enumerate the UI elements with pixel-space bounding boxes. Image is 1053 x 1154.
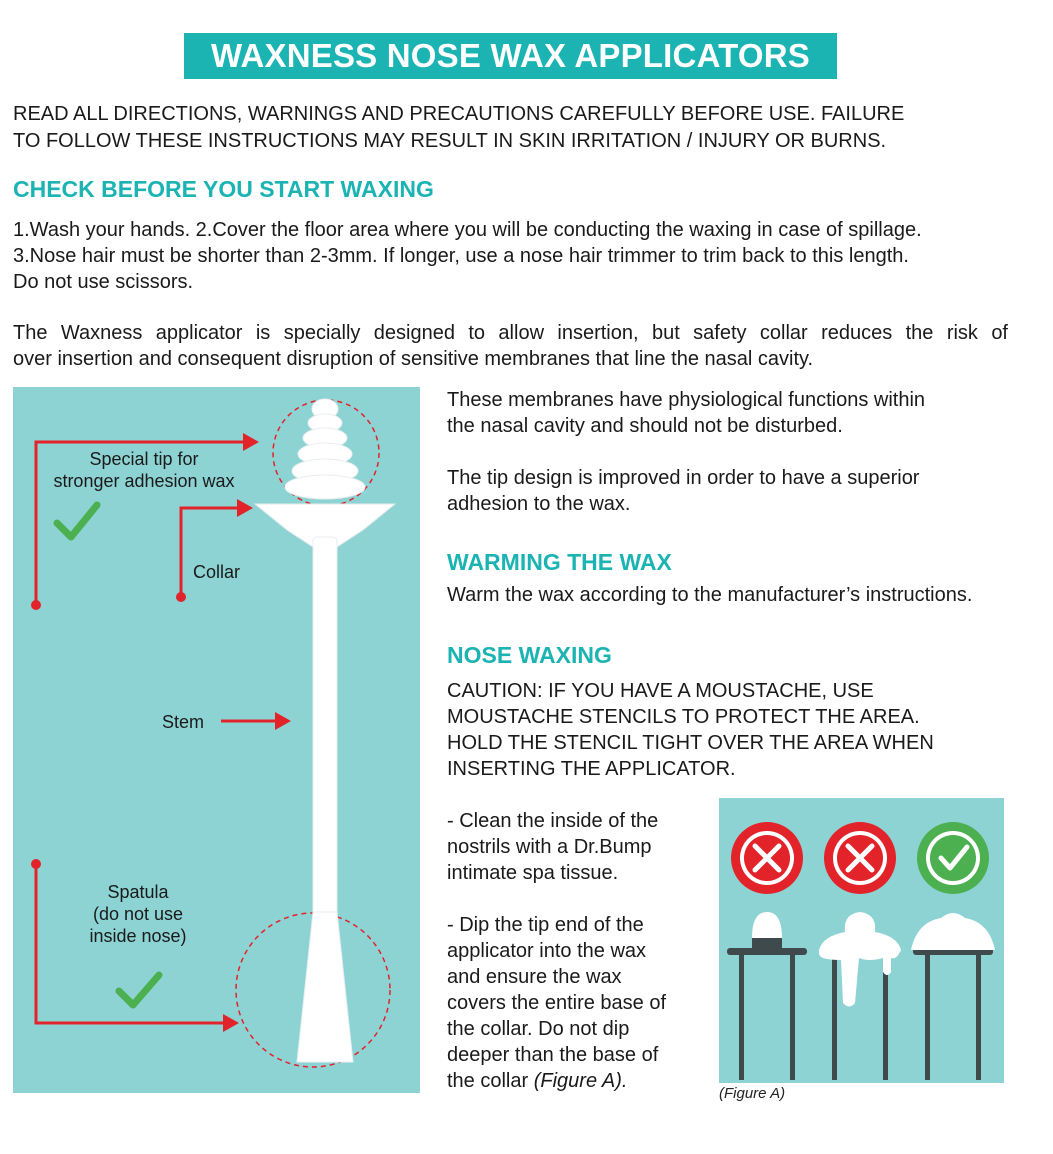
- description-line: The Waxness applicator is specially designed to allow insertion, but safety collar reduces the risk of: [13, 322, 1008, 344]
- page-title: WAXNESS NOSE WAX APPLICATORS: [184, 33, 837, 79]
- wrong-icon: [731, 822, 803, 894]
- figure-a: [719, 798, 1004, 1083]
- wrong-icon: [824, 822, 896, 894]
- check-step-line: 3.Nose hair must be shorter than 2-3mm. If longer, use a nose hair trimmer to trim back to this length.: [13, 245, 909, 267]
- description-line: over insertion and consequent disruption of sensitive membranes that line the nasal cavity.: [13, 348, 814, 370]
- warming-text: Warm the wax according to the manufacturer’s instructions.: [447, 584, 973, 606]
- applicator-description: [13, 320, 1008, 372]
- collar-arrow-line: [181, 508, 241, 597]
- check-step-line: 1.Wash your hands. 2.Cover the floor area where you will be conducting the waxing in case of spillage.: [13, 219, 922, 241]
- applicator-spatula: [297, 912, 353, 1062]
- warning-line: TO FOLLOW THESE INSTRUCTIONS MAY RESULT IN SKIN IRRITATION / INJURY OR BURNS.: [13, 130, 887, 152]
- check-icon: [119, 975, 159, 1005]
- stem-label: Stem: [162, 712, 205, 732]
- check-icon: [57, 505, 97, 537]
- check-step-line: Do not use scissors.: [13, 271, 194, 293]
- spatula-label: Spatula (do not use inside nose): [89, 882, 187, 946]
- warning-line: READ ALL DIRECTIONS, WARNINGS AND PRECAUTIONS CAREFULLY BEFORE USE. FAILURE: [13, 103, 905, 125]
- figure-caption: (Figure A): [719, 1085, 786, 1102]
- applicator-illustration: [13, 387, 420, 1093]
- applicator-stem: [313, 537, 337, 917]
- check-heading: CHECK BEFORE YOU START WAXING: [13, 176, 434, 202]
- applicator-tip: [285, 399, 365, 499]
- applicator-too-much-wax: [819, 912, 901, 1080]
- applicator-correct-wax: [911, 913, 995, 1080]
- warming-heading: WARMING THE WAX: [447, 549, 672, 575]
- tip-design-text: The tip design is improved in order to have a superior adhesion to the wax.: [447, 467, 920, 515]
- tip-label: Special tip for stronger adhesion wax: [53, 449, 235, 491]
- collar-label: Collar: [193, 562, 241, 582]
- membranes-text: These membranes have physiological functions within the nasal cavity and should not be disturbed.: [447, 389, 926, 437]
- figure-a-illustration: [719, 798, 1004, 1083]
- step-dip: - Dip the tip end of the applicator into the wax and ensure the wax covers the entire base of the collar. Do not dip deeper than the base of the collar (Figure A).: [447, 914, 667, 1092]
- applicator-too-little-wax: [727, 912, 807, 1080]
- correct-icon: [917, 822, 989, 894]
- check-steps: [13, 217, 1008, 295]
- applicator-diagram: [13, 387, 420, 1093]
- figure-reference: (Figure A).: [533, 1070, 628, 1092]
- step-clean: - Clean the inside of the nostrils with a Dr.Bump intimate spa tissue.: [447, 810, 659, 884]
- caution-text: CAUTION: IF YOU HAVE A MOUSTACHE, USE MOUSTACHE STENCILS TO PROTECT THE AREA. HOLD THE STENCIL TIGHT OVER THE AREA WHEN INSERTING THE APPLICATOR.: [447, 680, 934, 780]
- warning-intro: [13, 101, 1013, 155]
- nose-waxing-heading: NOSE WAXING: [447, 642, 612, 668]
